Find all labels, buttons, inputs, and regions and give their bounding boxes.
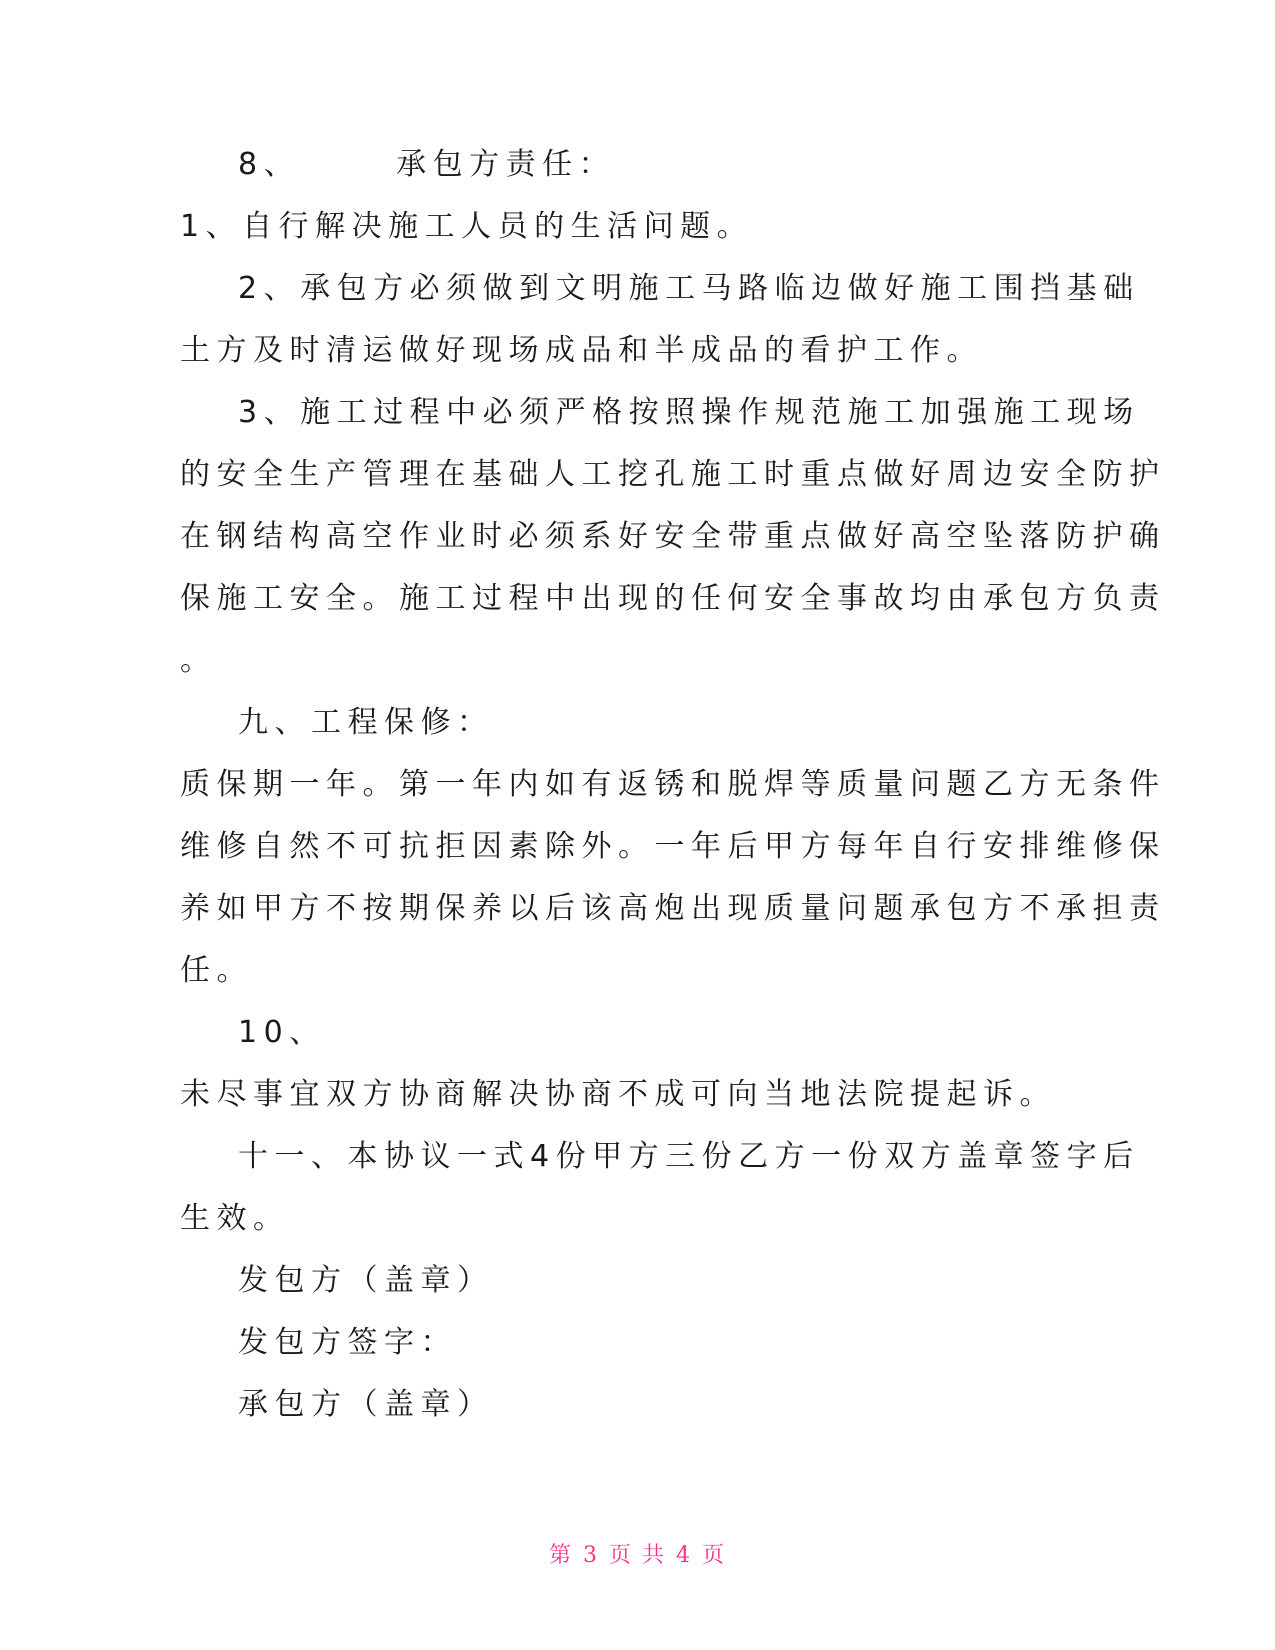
section-8-number: 8、 xyxy=(238,147,301,182)
paragraph-line: 的安全生产管理在基础人工挖孔施工时重点做好周边安全防护 xyxy=(180,457,1166,492)
footer-page-number: 3 xyxy=(583,1543,599,1568)
footer-total-pages: 4 xyxy=(676,1543,692,1568)
issuer-seal-label: 发包方（盖章） xyxy=(238,1263,494,1298)
paragraph-line: 养如甲方不按期保养以后该高炮出现质量问题承包方不承担责 xyxy=(180,891,1166,926)
paragraph-line: 维修自然不可抗拒因素除外。一年后甲方每年自行安排维修保 xyxy=(180,829,1166,864)
paragraph-line: 3、施工过程中必须严格按照操作规范施工加强施工现场 xyxy=(238,395,1140,430)
section-10-number: 10、 xyxy=(238,1015,326,1050)
paragraph-line: 2、承包方必须做到文明施工马路临边做好施工围挡基础 xyxy=(238,271,1140,306)
section-11-heading: 十一、本协议一式4份甲方三份乙方一份双方盖章签字后 xyxy=(238,1139,1140,1174)
paragraph-line: 1、自行解决施工人员的生活问题。 xyxy=(180,209,754,244)
section-8-heading xyxy=(238,145,615,185)
paragraph-line: 生效。 xyxy=(180,1201,290,1236)
paragraph-line: 保施工安全。施工过程中出现的任何安全事故均由承包方负责 xyxy=(180,581,1166,616)
section-8-title: 承包方责任： xyxy=(396,147,616,182)
paragraph-line: 任。 xyxy=(180,953,253,988)
contractor-seal-label: 承包方（盖章） xyxy=(238,1387,494,1422)
paragraph-line: 。 xyxy=(180,643,217,678)
section-9-heading: 九、工程保修： xyxy=(238,705,494,740)
paragraph-line: 质保期一年。第一年内如有返锈和脱焊等质量问题乙方无条件 xyxy=(180,767,1166,802)
footer-middle: 页 共 xyxy=(609,1543,666,1568)
page-footer xyxy=(0,1538,1275,1569)
paragraph-line: 土方及时清运做好现场成品和半成品的看护工作。 xyxy=(180,333,983,368)
footer-prefix: 第 xyxy=(548,1543,573,1568)
footer-suffix: 页 xyxy=(702,1543,727,1568)
issuer-signature-label: 发包方签字： xyxy=(238,1325,457,1360)
paragraph-line: 未尽事宜双方协商解决协商不成可向当地法院提起诉。 xyxy=(180,1077,1056,1112)
paragraph-line: 在钢结构高空作业时必须系好安全带重点做好高空坠落防护确 xyxy=(180,519,1166,554)
